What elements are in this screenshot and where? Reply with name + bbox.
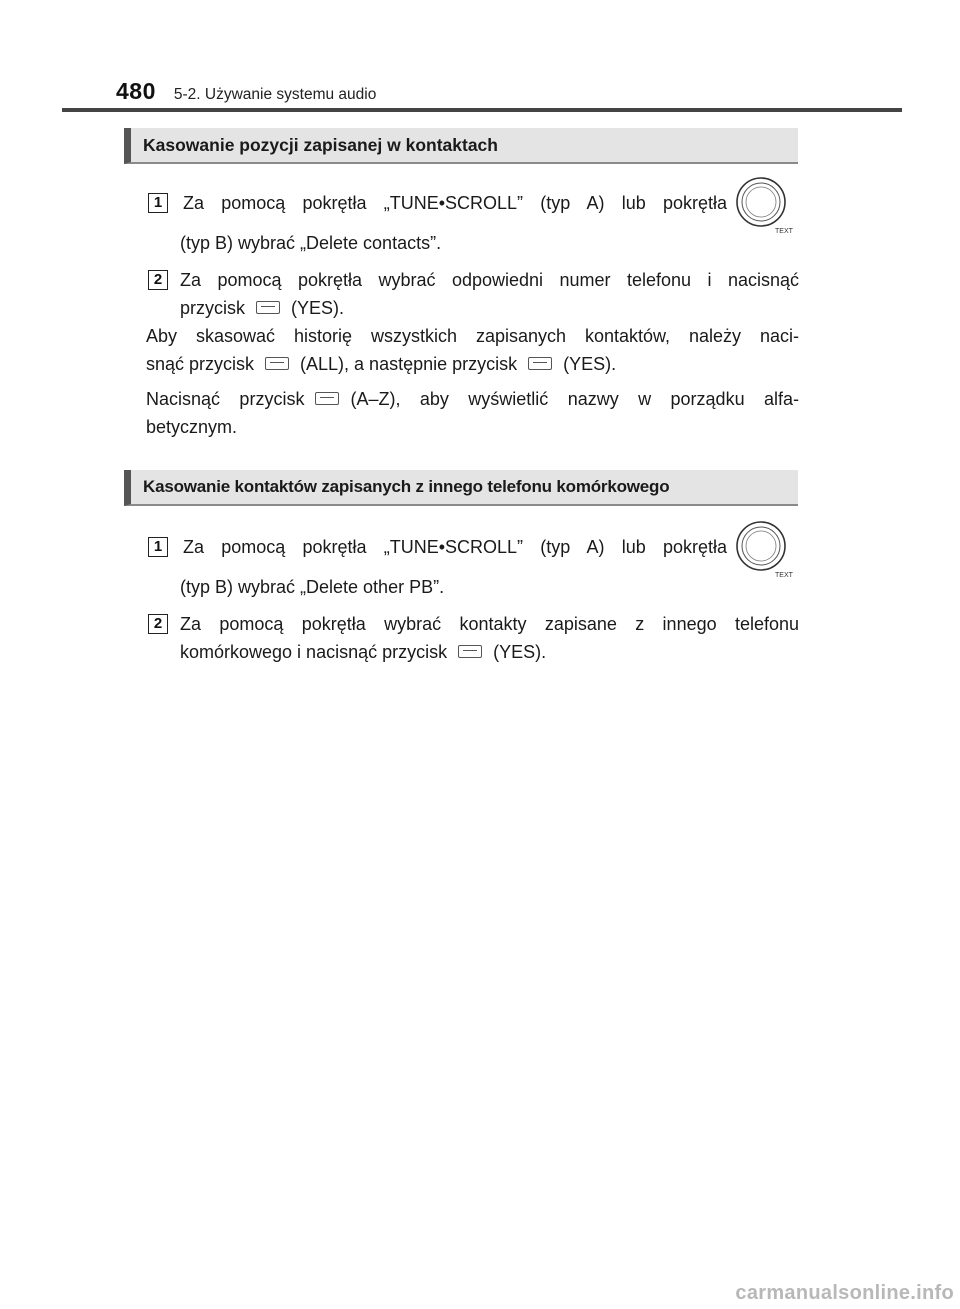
header-divider [62, 108, 902, 112]
note1-text-a: snąć przycisk [146, 354, 255, 374]
tune-knob-icon [735, 520, 795, 580]
step2-text-line2 [180, 294, 344, 322]
a-z-button-icon [315, 392, 339, 405]
footer-watermark: carmanualsonline.info [735, 1282, 954, 1304]
step2-text-line1: Za pomocą pokrętła wybrać odpowiedni numer telefonu i nacisnąć [180, 270, 799, 290]
note1-line2 [146, 350, 616, 378]
note1-line1: Aby skasować historię wszystkich zapisanych kontaktów, należy naci- [146, 326, 799, 346]
note1-text-b: (ALL), a następnie przycisk [300, 354, 518, 374]
step-number-2: 2 [148, 614, 168, 634]
page-header [116, 78, 376, 105]
s2-step2-text-b: (YES). [493, 642, 547, 662]
step1-text-line1: Za pomocą pokrętła „TUNE•SCROLL” (typ A) lub pokrętła [183, 193, 727, 213]
step-number-1: 1 [148, 537, 168, 557]
s2-step1-text-line1: Za pomocą pokrętła „TUNE•SCROLL” (typ A) lub pokrętła [183, 537, 727, 557]
note2-line1 [146, 385, 799, 413]
step2-text-a: przycisk [180, 298, 246, 318]
s2-step2-text-line2 [180, 638, 546, 666]
note2-line2: betycznym. [146, 417, 238, 437]
yes-button-icon [256, 301, 280, 314]
section-title-delete-other-phone: Kasowanie kontaktów zapisanych z innego telefonu komórkowego [124, 470, 798, 506]
knob-label: TEXT [775, 572, 793, 579]
step2-text-b: (YES). [291, 298, 345, 318]
section-title-delete-contact: Kasowanie pozycji zapisanej w kontaktach [124, 128, 798, 164]
page-number: 480 [116, 78, 156, 104]
step-number-1: 1 [148, 193, 168, 213]
all-button-icon [265, 357, 289, 370]
note2-text-b: (A–Z), aby wyświetlić nazwy w porządku alfa- [350, 389, 799, 409]
note1-text-c: (YES). [563, 354, 617, 374]
step1-text-line2: (typ B) wybrać „Delete contacts”. [180, 233, 442, 253]
s2-step2-text-line1: Za pomocą pokrętła wybrać kontakty zapisane z innego telefonu [180, 614, 799, 634]
tune-knob-icon [735, 176, 795, 236]
knob-label: TEXT [775, 228, 793, 235]
s2-step1-text-line2: (typ B) wybrać „Delete other PB”. [180, 577, 445, 597]
step-number-2: 2 [148, 270, 168, 290]
yes-button-icon [528, 357, 552, 370]
note2-text-a: Nacisnąć przycisk [146, 389, 305, 409]
section-breadcrumb: 5-2. Używanie systemu audio [173, 86, 377, 103]
yes-button-icon [458, 645, 482, 658]
s2-step2-text-a: komórkowego i nacisnąć przycisk [180, 642, 448, 662]
